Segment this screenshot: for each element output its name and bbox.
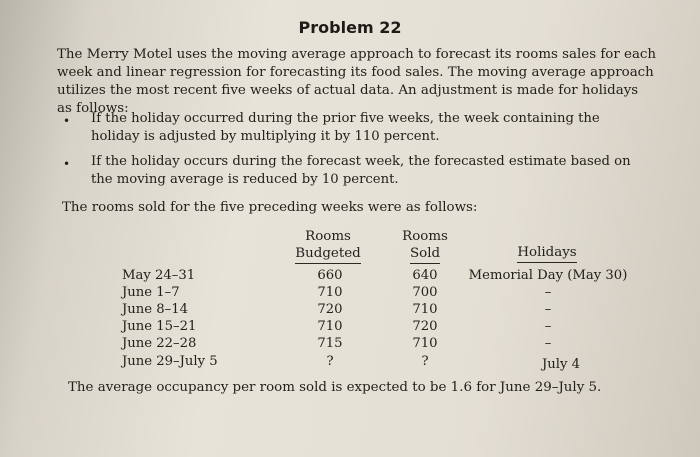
table-row [0, 285, 700, 302]
cell-budgeted: 710 [317, 285, 343, 300]
table-lead-in: The rooms sold for the five preceding weeks were as follows: [62, 200, 478, 215]
intro-paragraph: The Merry Motel uses the moving average approach to forecast its rooms sales for each week and linear regression for forecasting its food sales. The moving average approach utilizes the most recent five weeks of actual data. An adjustment is made for holidays as follows: [57, 47, 657, 116]
cell-sold: 710 [412, 302, 438, 317]
bullet-text-2: If the holiday occurs during the forecast week, the forecasted estimate based on the moving average is reduced by 10 percent. [91, 154, 631, 187]
table-row [0, 302, 700, 319]
cell-sold: 710 [412, 336, 438, 351]
cell-sold: 700 [412, 285, 438, 300]
cell-sold: 640 [412, 268, 438, 283]
bullet-marker-2: • [63, 157, 71, 171]
bullet-text-1: If the holiday occurred during the prior five weeks, the week containing the holiday is adjusted by multiplying it by 110 percent. [91, 111, 600, 144]
cell-week: June 1–7 [122, 285, 180, 300]
cell-week: June 29–July 5 [122, 354, 218, 369]
table-row [0, 354, 700, 371]
header-budgeted-line1: Rooms [305, 229, 351, 244]
cell-budgeted: 710 [317, 319, 343, 334]
bullet-marker-1: • [63, 114, 71, 128]
cell-week: June 22–28 [122, 336, 197, 351]
header-holidays [497, 244, 597, 263]
table-row [0, 268, 700, 285]
cell-budgeted: 660 [317, 268, 343, 283]
header-budgeted-line2: Budgeted [295, 245, 360, 264]
header-sold-line2: Sold [410, 245, 440, 264]
header-rooms-sold [385, 228, 465, 264]
cell-budgeted: ? [326, 354, 334, 369]
cell-week: May 24–31 [122, 268, 196, 283]
cell-holiday: – [544, 336, 552, 351]
cell-holiday: – [544, 319, 552, 334]
header-sold-line1: Rooms [402, 229, 448, 244]
cell-sold: ? [421, 354, 429, 369]
problem-title: Problem 22 [298, 18, 402, 37]
table-row [0, 319, 700, 336]
table-row [0, 336, 700, 353]
closing-sentence: The average occupancy per room sold is expected to be 1.6 for June 29–July 5. [68, 380, 602, 395]
cell-holiday: – [544, 302, 552, 317]
cell-holiday: July 4 [541, 357, 580, 372]
cell-holiday: – [544, 285, 552, 300]
cell-week: June 8–14 [122, 302, 189, 317]
cell-budgeted: 715 [317, 336, 343, 351]
cell-week: June 15–21 [122, 319, 197, 334]
cell-budgeted: 720 [317, 302, 343, 317]
cell-sold: 720 [412, 319, 438, 334]
cell-holiday: Memorial Day (May 30) [468, 268, 628, 283]
header-rooms-budgeted [288, 228, 368, 264]
header-holidays-label: Holidays [517, 244, 576, 263]
